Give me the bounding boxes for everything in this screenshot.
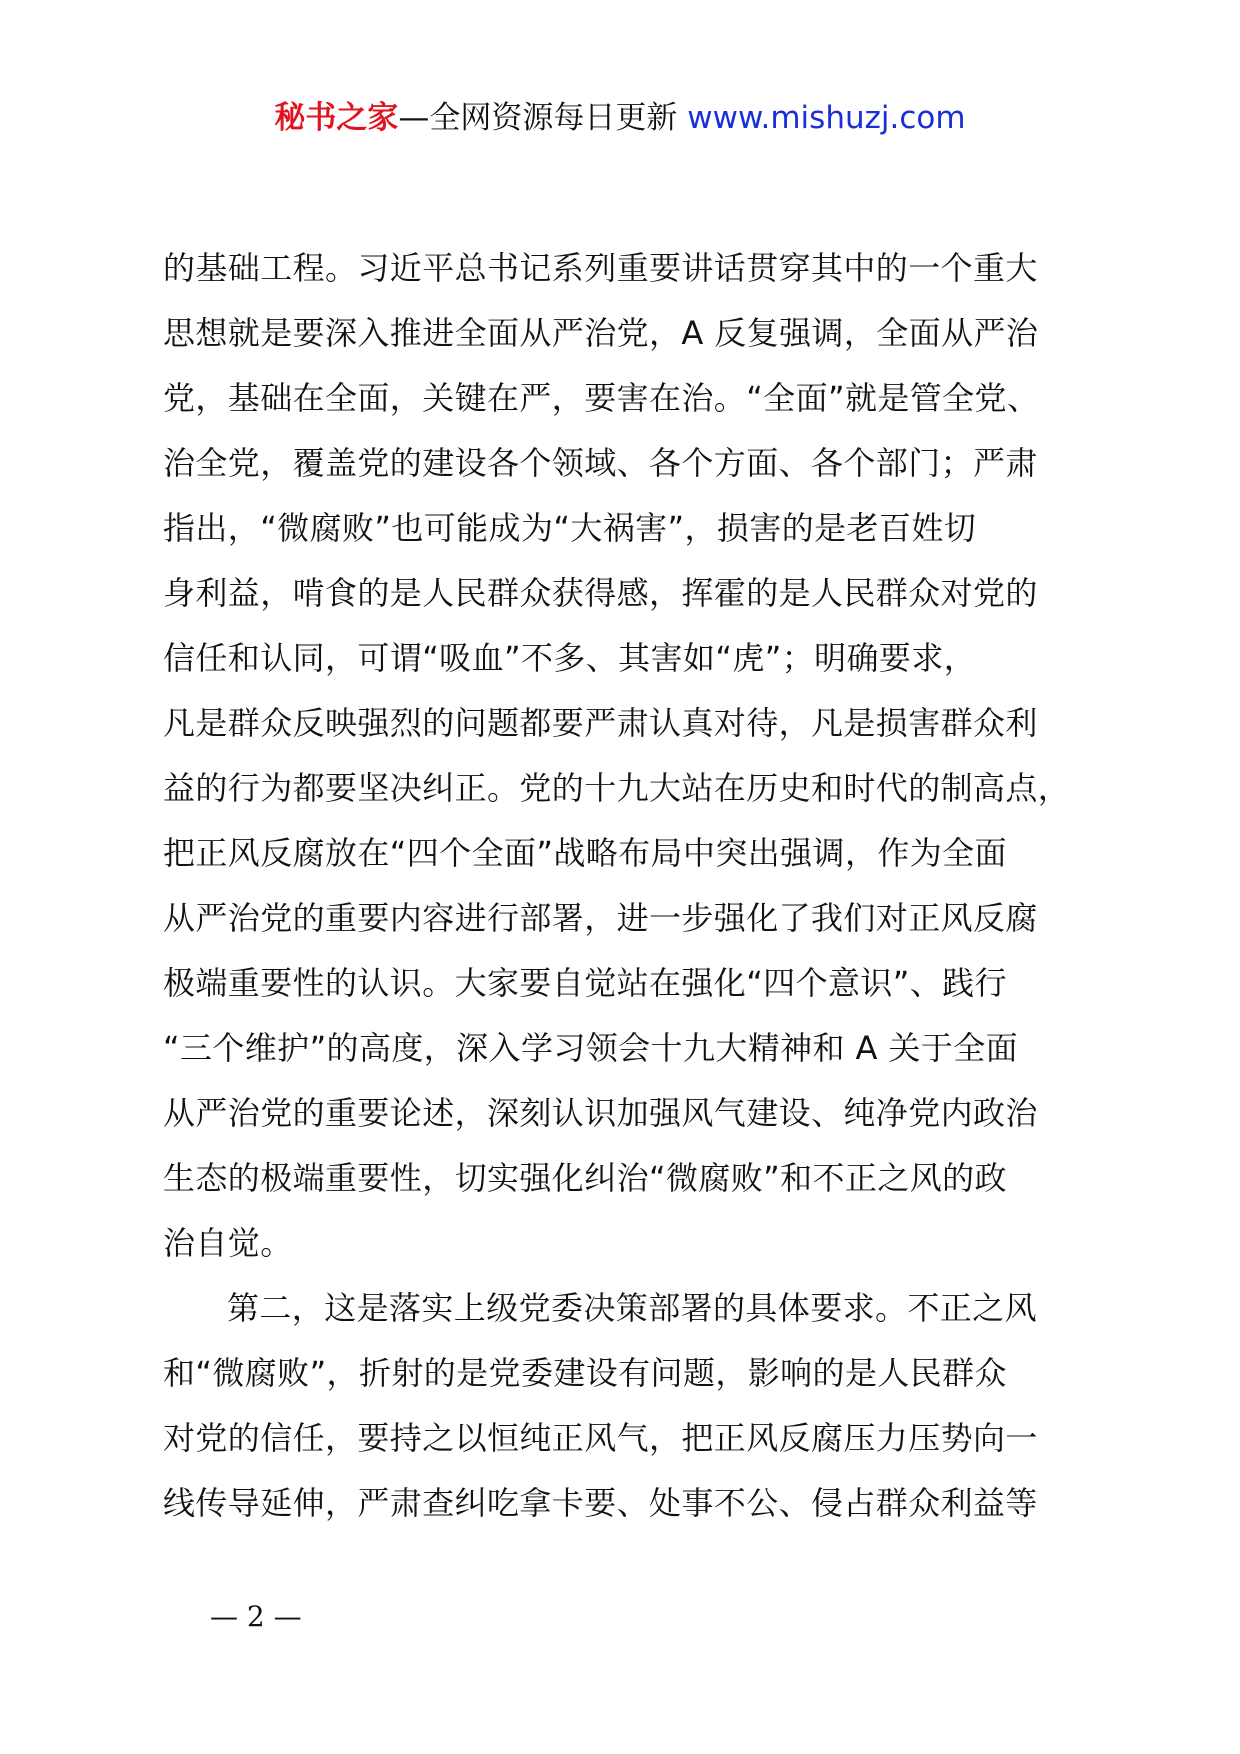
text-line: 线传导延伸，严肃查纠吃拿卡要、处事不公、侵占群众利益等 [163,1484,1038,1522]
text-line: 治全党，覆盖党的建设各个领域、各个方面、各个部门；严肃 [163,444,1038,482]
header-tagline: —全网资源每日更新 [398,100,688,136]
text-line: 党，基础在全面，关键在严，要害在治。“全面”就是管全党、 [163,379,1040,417]
text-line: 把正风反腐放在“四个全面”战略布局中突出强调，作为全面 [163,834,1007,872]
text-line: 思想就是要深入推进全面从严治党，A 反复强调，全面从严治 [163,314,1039,352]
text-line: 极端重要性的认识。大家要自觉站在强化“四个意识”、践行 [163,964,1007,1002]
brand-name: 秘书之家 [274,100,399,136]
text-line: 的基础工程。习近平总书记系列重要讲话贯穿其中的一个重大 [163,249,1038,287]
text-line: 指出，“微腐败”也可能成为“大祸害”，损害的是老百姓切 [163,509,977,547]
site-url[interactable]: www.mishuzj.com [687,100,966,136]
page-number: — 2 — [210,1600,302,1633]
text-line: 信任和认同，可谓“吸血”不多、其害如“虎”；明确要求， [163,639,977,677]
text-line: 益的行为都要坚决纠正。党的十九大站在历史和时代的制高点， [163,769,1071,807]
text-line: 生态的极端重要性，切实强化纠治“微腐败”和不正之风的政 [163,1159,1007,1197]
text-line: 治自觉。 [163,1224,293,1262]
text-line: 凡是群众反映强烈的问题都要严肃认真对待，凡是损害群众利 [163,704,1038,742]
text-line: “三个维护”的高度，深入学习领会十九大精神和 A 关于全面 [163,1029,1018,1067]
text-line: 从严治党的重要论述，深刻认识加强风气建设、纯净党内政治 [163,1094,1038,1132]
text-line: 身利益，啃食的是人民群众获得感，挥霍的是人民群众对党的 [163,574,1038,612]
text-line: 从严治党的重要内容进行部署，进一步强化了我们对正风反腐 [163,899,1038,937]
paragraph-first-line: 第二，这是落实上级党委决策部署的具体要求。不正之风 [227,1289,1038,1327]
document-body [163,236,1083,1536]
text-line: 和“微腐败”，折射的是党委建设有问题，影响的是人民群众 [163,1354,1007,1392]
text-line: 对党的信任，要持之以恒纯正风气，把正风反腐压力压势向一 [163,1419,1038,1457]
site-header [0,98,1240,138]
